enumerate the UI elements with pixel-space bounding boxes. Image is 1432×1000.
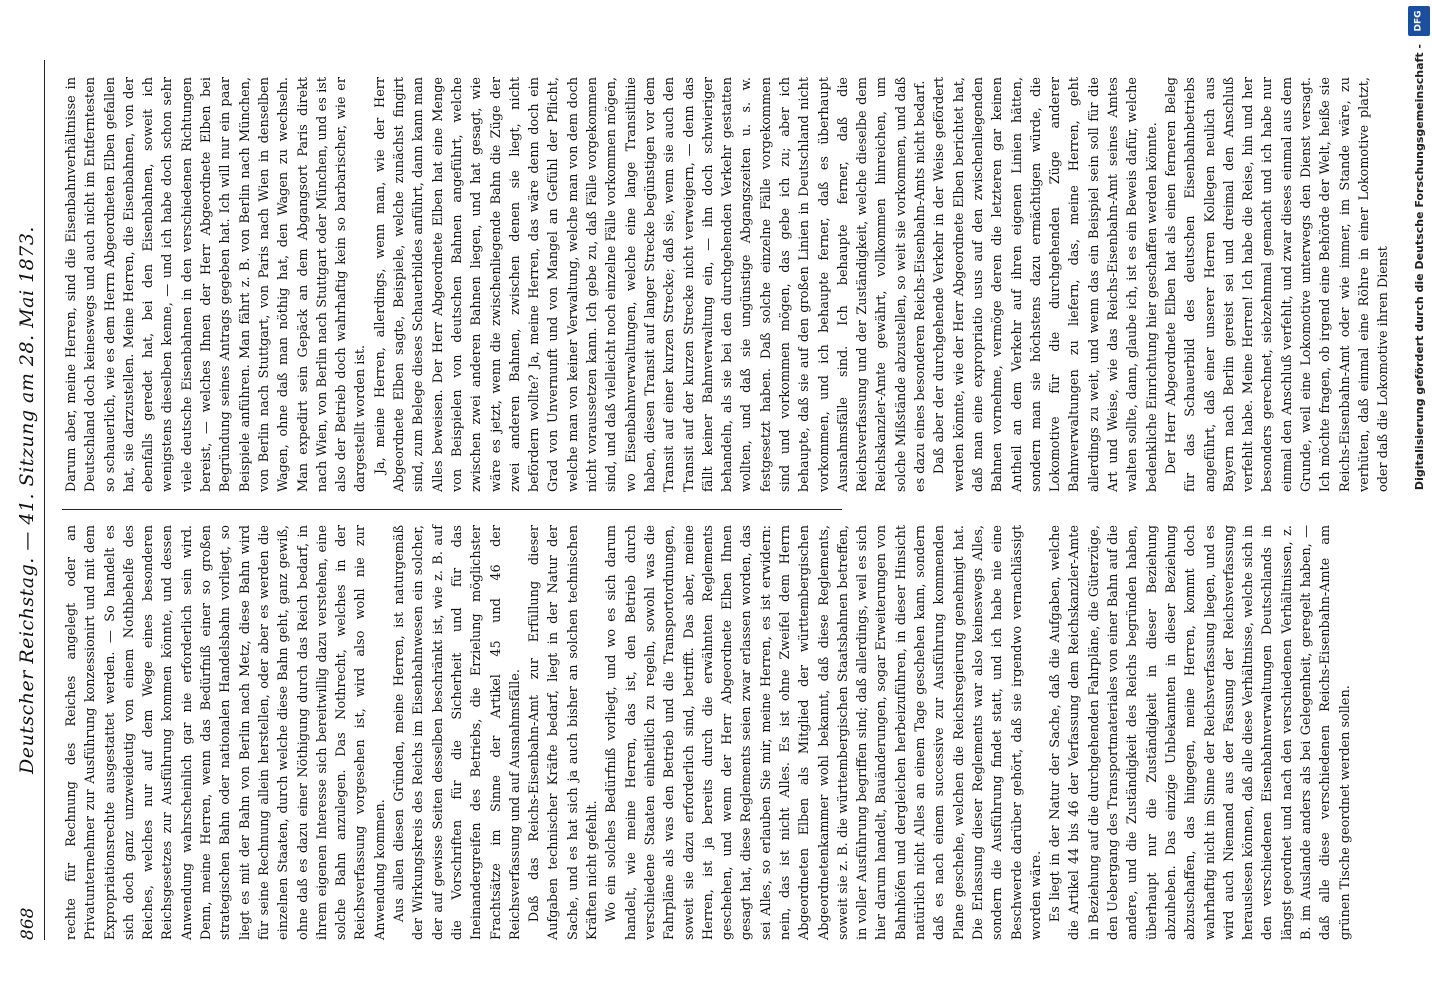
column-divider [62,509,842,510]
dfg-logo: DFG [1408,6,1430,36]
paragraph: Es liegt in der Natur der Sache, daß die Aufgaben, welche die Artikel 44 bis 46 der Verfassung dem Reichskanzler-Amte in Beziehung auf die durchgehenden Fahrpläne, die Güterzüge, den Uebergang des Transportmateriales von einer Bahn auf die andere, und die Zuständigkeit des Reichs begründen haben, überhaupt nur die Zuständigkeit in dieser Beziehung abzuheben. Das einzige Unbekannten in dieser Beziehung abzuschaffen, das hingegen, meine Herren, kommt doch wahrhaftig nicht im Sinne der Reichsverfassung liegen, und es wird auch Niemand aus der Fassung der Reichsverfassung herauslesen können, daß alle diese Verhältnisse, welche sich in den verschiedenen Eisenbahnverwaltungen Deutschlands in längst geordnet und nach den verschiedenen Verhältnissen, z. B. im Auslande anders als bei Gelegenheit, geregelt haben, — daß alle diese verschiedenen Reichs-Eisenbahn-Amte am grünen Tische geordnet werden sollen. [1048,525,1353,940]
page-number: 868 [18,907,38,940]
running-title: Deutscher Reichstag. — 41. Sitzung am 28. Mai 1873. [16,226,38,774]
right-text-column [62,77,1392,492]
paragraph: Daß das Reichs-Eisenbahn-Amt zur Erfüllung dieser Aufgaben technischer Kräfte bedarf, liegt in der Natur der Sache, und es hat sich ja auch bisher an solchen technischen Kräften nicht gefehlt. [527,525,601,940]
paragraph: Der Herr Abgeordnete Elben hat als einen ferneren Beleg für das Schauerbild des deutschen Eisenbahnbetriebs angeführt, daß einer unserer Herren Kollegen neulich aus Bayern nach Berlin gereist sei und dreimal den Anschluß verfehlt habe. Meine Herren! Ich habe die Reise, hin und her besonders gerechnet, siebzehnmal gemacht und ich habe nur einmal den Anschluß verfehlt, und zwar dieses einmal aus dem Grunde, weil eine Lokomotive unterwegs den Dienst versagt. Ich möchte fragen, ob irgend eine Behörde der Welt, heiße sie Reichs-Eisenbahn-Amt oder wie immer, im Stande wäre, zu verhüten, daß einmal eine Röhre in einer Lokomotive platzt, oder daß die Lokomotive ihren Dienst [1163,77,1392,492]
left-text-column [62,525,1353,940]
digitization-credit: Digitalisierung gefördert durch die Deutsche Forschungsgemeinschaft - [1413,44,1426,491]
paragraph: rechte für Rechnung des Reiches angelegt oder an Privatunternehmer zur Ausführung konzessionirt und mit dem Expropriationsrechte ausgestattet werden. — So handelt es sich doch ganz unzweideutig von einem Nothbehelfe des Reiches, welches nur auf dem Wege eines besonderen Reichsgesetzes zur Ausführung kommen könnte, und dessen Anwendung wahrscheinlich gar nie erforderlich sein wird. Denn, meine Herren, wenn das Bedürfniß einer so großen strategischen Bahn oder nationalen Handelsbahn vorliegt, so liegt es mit der Bahn von Berlin nach Metz, diese Bahn wird für seine Rechnung allein herstellen, oder aber es werden die einzelnen Staaten, durch welche diese Bahn geht, ganz gewiß, ohne daß es dazu einer Nöthigung durch das Reich bedarf, in ihrem eigenen Interesse sich bereitwillig dazu verstehen, eine solche Bahn anzulegen. Das Nothrecht, welches in der Reichsverfassung vorgesehen ist, wird also wohl nie zur Anwendung kommen. [64,525,388,940]
page-header [14,60,45,940]
paragraph: Aus allen diesen Gründen, meine Herren, ist naturgemäß der Wirkungskreis des Reichs im Eisenbahnwesen ein solcher, der auf gewisse Seiten desselben beschränkt ist, wie z. B. auf die Vorschriften für die Sicherheit und für das Ineinandergreifen des Betriebs, die Erzielung möglichster Frachtsätze im Sinne der Artikel 45 und 46 der Reichsverfassung und auf Ausnahmsfälle. [392,525,523,940]
paragraph: Wo ein solches Bedürfniß vorliegt, und wo es sich darum handelt, wie meine Herren, das ist, den Betrieb durch verschiedene Staaten einheitlich zu regeln, sowohl was die Fahrpläne als was den Betrieb und die Transportordnungen, soweit sie dazu erforderlich sind, betrifft. Das aber, meine Herren, ist ja bereits durch die erwähnten Reglements geschehen, und wenn der Herr Abgeordnete Elben Ihnen gesagt hat, diese Reglements seien zwar erlassen worden, das sei Alles, so erlauben Sie mir, meine Herren, es ist erwidern: nein, das ist nicht Alles. Es ist ohne Zweifel dem Herrn Abgeordneten Elben als Mitglied der württembergischen Abgeordnetenkammer wohl bekannt, daß diese Reglements, soweit sie z. B. die württembergischen Staatsbahnen betreffen, in voller Ausführung begriffen sind; daß allerdings, weil es sich hier darum handelt, Bauänderungen, sogar Erweiterungen von Bahnhöfen und dergleichen herbeizuführen, in dieser Hinsicht natürlich nicht Alles an einem Tage geschehen kann, sondern daß es nach einem successive zur Ausführung kommenden Plane geschehe, welchen die Reichsregierung genehmigt hat. Die Erlassung dieser Reglements war also keineswegs Alles, sondern die Ausführung findet statt, und ich habe nie eine Beschwerde darüber gehört, daß sie irgendwo vernachlässigt worden wäre. [604,525,1044,940]
paragraph: Darum aber, meine Herren, sind die Eisenbahnverhältnisse in Deutschland doch keineswegs und auch nicht im Entferntesten so schauerlich, wie es dem Herrn Abgeordneten Elben gefallen hat, sie darzustellen. Meine Herren, die Eisenbahnen, von der ebenfalls geredet hat, bei den Eisenbahnen, soweit ich wenigstens dieselben kenne, — und ich habe doch schon sehr viele deutsche Eisenbahnen in den verschiedenen Richtungen bereist, — welches Ihnen der Herr Abgeordnete Elben bei Begründung seines Antrags gegeben hat. Ich will nur ein paar Beispiele anführen. Man fährt z. B. von Berlin nach München, von Berlin nach Stuttgart, von Paris nach Wien in denselben Wagen, ohne daß man nöthig hat, den Wagen zu wechseln. Man expedirt sein Gepäck an dem Abgangsort Paris direkt nach Wien, von Berlin nach Stuttgart oder München, und es ist also der Betrieb doch wahrhaftig kein so barbarischer, wie er dargestellt worden ist. [64,77,369,492]
paragraph: Ja, meine Herren, allerdings, wenn man, wie der Herr Abgeordnete Elben sagte, Beispiele, welche zunächst fingirt sind, zum Belege dieses Schauerbildes anführt, dann kann man Alles beweisen. Der Herr Abgeordnete Elben hat eine Menge von Beispielen von deutschen Bahnen angeführt, welche zwischen zwei anderen Bahnen liegen, und hat gesagt, wie wäre es jetzt, wenn die zwischenliegende Bahn die Züge der zwei anderen Bahnen, zwischen denen sie liegt, nicht befördern wollte? Ja, meine Herren, das wäre denn doch ein Grad von Unvernunft und von Mangel an Gefühl der Pflicht, welche man von keiner Verwaltung, welche man von dem doch nicht voraussetzen kann. Ich gebe zu, daß Fälle vorgekommen sind, und daß vielleicht noch einzelne Fälle vorkommen mögen, wo Eisenbahnverwaltungen, welche eine lange Transitlinie haben, diesen Transit auf langer Strecke begünstigen vor dem Transit auf einer kurzen Strecke; daß sie, wenn sie auch den Transit auf der kurzen Strecke nicht verweigern, — denn das fällt keiner Bahnverwaltung ein, — ihn doch schwieriger behandeln, als sie bei den durchgehenden Verkehr gestatten wollten, und daß sie ungünstige Abgangszeiten u. s. w. festgesetzt haben. Daß solche einzelne Fälle vorgekommen sind und vorkommen mögen, das gebe ich zu; aber ich behaupte, daß sie auf den großen Linien in Deutschland nicht vorkommen, und ich behaupte ferner, daß es überhaupt Ausnahmsfälle sind. Ich behaupte ferner, daß die Reichsverfassung und der Zuständigkeit, welche dieselbe dem Reichskanzler-Amte gewährt, vollkommen hinreichen, um solche Mißstände abzustellen, so weit sie vorkommen, und daß es dazu eines besonderen Reichs-Eisenbahn-Amts nicht bedarf. [372,77,929,492]
paragraph: Daß aber der durchgehende Verkehr in der Weise gefördert werden könnte, wie der Herr Abgeordnete Elben berichtet hat, daß man eine expropriatio usus auf den zwischenliegenden Bahnen vornehme, vermöge deren die letzteren gar keinen Antheil an dem Verkehr auf ihren eigenen Linien hätten, sondern man sie höchstens dazu ermächtigen würde, die Lokomotive für die durchgehenden Züge anderer Bahnverwaltungen zu liefern, das, meine Herren, geht allerdings zu weit, und wenn das ein Beispiel sein soll für die Art und Weise, wie das Reichs-Eisenbahn-Amt seines Amtes walten sollte, dann, glaube ich, ist es ein Beweis dafür, welche bedenkliche Einrichtung hier geschaffen werden könnte. [932,77,1160,492]
